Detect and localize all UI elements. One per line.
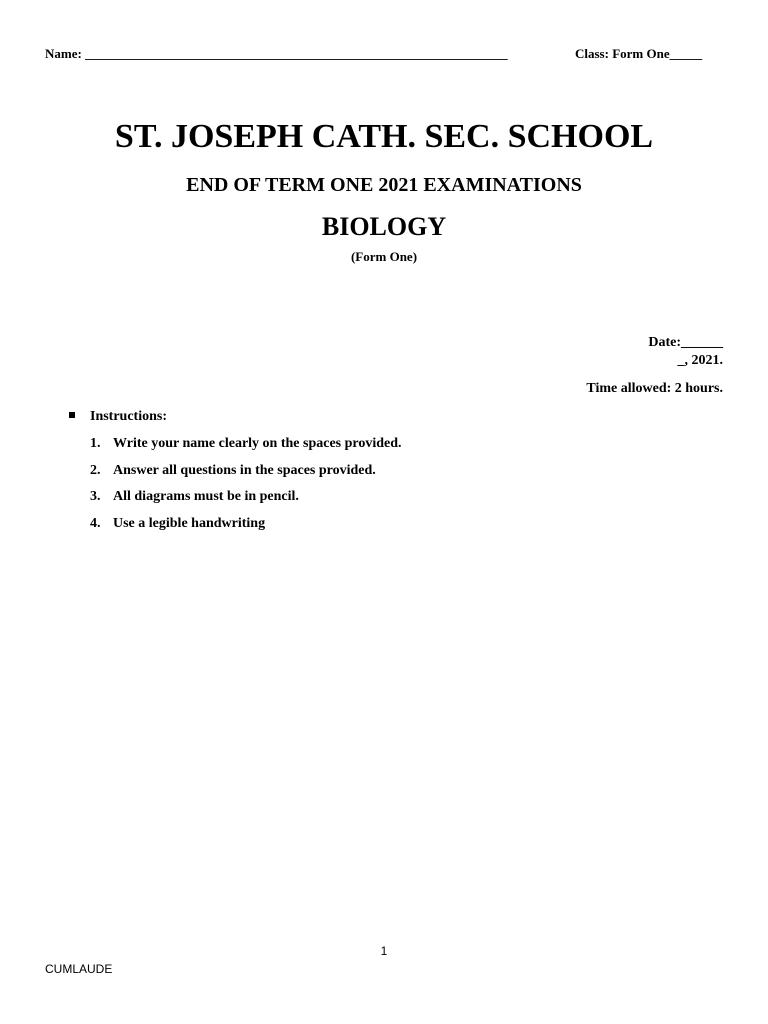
subject-title: BIOLOGY	[321, 212, 447, 241]
list-item-number: 2.	[90, 462, 101, 478]
list-item-number: 3.	[90, 489, 101, 504]
list-item-text: Use a legible handwriting	[113, 515, 266, 531]
instructions-heading	[69, 409, 167, 425]
list-item-number: 4.	[90, 515, 101, 531]
page-number: 1	[380, 944, 388, 958]
list-item-text: Write your name clearly on the spaces provided.	[113, 436, 402, 451]
list-item	[90, 463, 402, 490]
square-bullet-icon	[69, 412, 75, 418]
instructions-heading-text: Instructions:	[90, 409, 168, 424]
instructions-list	[90, 436, 402, 542]
exam-title: END OF TERM ONE 2021 EXAMINATIONS	[186, 174, 582, 196]
class-field-label: Class: Form One_____	[575, 46, 703, 61]
date-label: Date:______	[648, 335, 723, 350]
list-item-text: Answer all questions in the spaces provided.	[113, 462, 376, 478]
list-item	[90, 436, 402, 463]
name-field-label: Name: _________________________________________________________________	[45, 46, 508, 61]
form-label: (Form One)	[350, 249, 418, 264]
list-item	[90, 489, 402, 516]
time-allowed: Time allowed: 2 hours.	[586, 381, 723, 396]
list-item-number: 1.	[90, 436, 101, 451]
list-item-text: All diagrams must be in pencil.	[113, 489, 299, 504]
date-year: _, 2021.	[677, 353, 723, 368]
footer-text: CUMLAUDE	[45, 962, 113, 976]
list-item	[90, 516, 402, 543]
school-title: ST. JOSEPH CATH. SEC. SCHOOL	[114, 118, 654, 155]
